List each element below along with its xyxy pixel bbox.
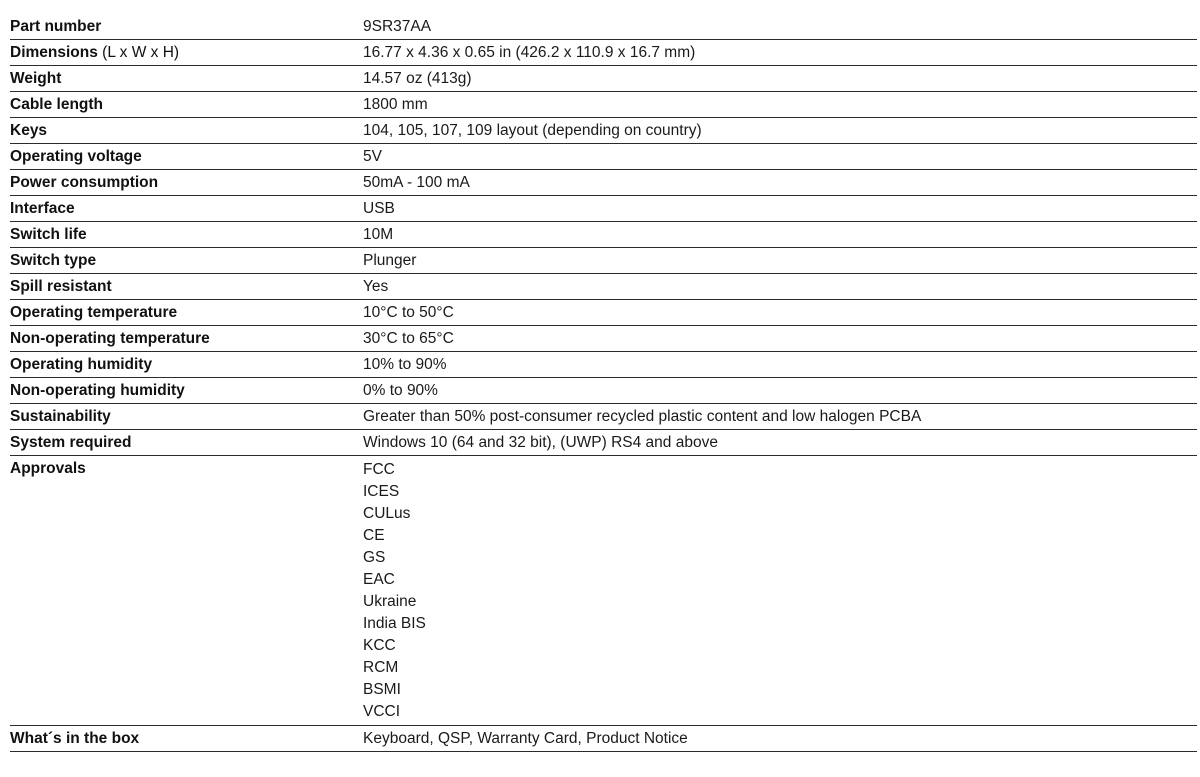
spec-value: USB: [363, 200, 395, 217]
approval-item: VCCI: [363, 703, 401, 720]
spec-value: 104, 105, 107, 109 layout (depending on country): [363, 122, 702, 139]
spec-label-text: Sustainability: [10, 408, 111, 425]
spec-row: [10, 222, 1197, 248]
spec-label-text: Power consumption: [10, 174, 159, 191]
spec-label: [10, 404, 363, 427]
approval-item: FCC: [363, 461, 395, 478]
approval-item: ICES: [363, 483, 400, 500]
spec-label: Approvals: [10, 460, 86, 477]
spec-row: [10, 326, 1197, 352]
approval-item: CULus: [363, 505, 411, 522]
spec-table: [10, 14, 1197, 752]
approval-item: CE: [363, 527, 385, 544]
approval-item: BSMI: [363, 681, 401, 698]
spec-label-text: Spill resistant: [10, 278, 112, 295]
spec-label: What´s in the box: [10, 730, 140, 747]
spec-label-text: System required: [10, 434, 132, 451]
spec-row: [10, 300, 1197, 326]
spec-label-text: Switch type: [10, 252, 97, 269]
spec-label: [10, 66, 363, 89]
spec-label: [10, 248, 363, 271]
spec-label: [10, 378, 363, 401]
spec-row-in-box: [10, 726, 1197, 752]
spec-value: Greater than 50% post-consumer recycled plastic content and low halogen PCBA: [363, 408, 922, 425]
spec-row: [10, 40, 1197, 66]
spec-row: [10, 92, 1197, 118]
spec-row: [10, 352, 1197, 378]
spec-value: Keyboard, QSP, Warranty Card, Product Notice: [363, 730, 688, 747]
spec-label-text: Operating humidity: [10, 356, 153, 373]
spec-label: [10, 196, 363, 219]
spec-value: 30°C to 65°C: [363, 330, 454, 347]
spec-value: Windows 10 (64 and 32 bit), (UWP) RS4 and above: [363, 434, 718, 451]
spec-row: [10, 196, 1197, 222]
approvals-list: [363, 456, 426, 723]
spec-value: 10M: [363, 226, 394, 243]
spec-label: [10, 326, 363, 349]
spec-label-text: Dimensions: [10, 44, 98, 61]
spec-label: [10, 118, 363, 141]
spec-label-text: Non-operating temperature: [10, 330, 210, 347]
spec-label: [10, 352, 363, 375]
spec-row-approvals: [10, 456, 1197, 726]
spec-label-text: Keys: [10, 122, 48, 139]
spec-label: [10, 40, 363, 63]
approval-item: India BIS: [363, 615, 426, 632]
spec-label-text: Operating voltage: [10, 148, 142, 165]
spec-row: [10, 118, 1197, 144]
spec-label-text: Part number: [10, 18, 102, 35]
spec-label: [10, 92, 363, 115]
spec-label-text: Cable length: [10, 96, 104, 113]
approval-item: Ukraine: [363, 593, 417, 610]
spec-row: [10, 404, 1197, 430]
spec-value: Plunger: [363, 252, 417, 269]
approval-item: GS: [363, 549, 386, 566]
spec-value: Yes: [363, 278, 389, 295]
spec-rows: [10, 14, 1197, 456]
spec-row: [10, 378, 1197, 404]
approval-item: KCC: [363, 637, 396, 654]
spec-label-suffix: (L x W x H): [97, 44, 180, 61]
spec-label-text: Operating temperature: [10, 304, 178, 321]
spec-row: [10, 66, 1197, 92]
spec-label: [10, 222, 363, 245]
spec-value: 16.77 x 4.36 x 0.65 in (426.2 x 110.9 x 16.7 mm): [363, 44, 696, 61]
spec-label: [10, 144, 363, 167]
spec-label-text: Switch life: [10, 226, 87, 243]
spec-row: [10, 430, 1197, 456]
spec-row: [10, 170, 1197, 196]
spec-value: 1800 mm: [363, 96, 428, 113]
spec-value: 10% to 90%: [363, 356, 447, 373]
spec-label-text: Non-operating humidity: [10, 382, 185, 399]
spec-row: [10, 14, 1197, 40]
spec-label: [10, 14, 363, 37]
approval-item: RCM: [363, 659, 399, 676]
spec-label: [10, 300, 363, 323]
spec-value: 0% to 90%: [363, 382, 438, 399]
spec-label: [10, 274, 363, 297]
spec-value: 9SR37AA: [363, 18, 432, 35]
approval-item: EAC: [363, 571, 395, 588]
spec-value: 5V: [363, 148, 382, 165]
spec-row: [10, 144, 1197, 170]
spec-value: 14.57 oz (413g): [363, 70, 472, 87]
spec-label-text: Interface: [10, 200, 75, 217]
spec-value: 50mA - 100 mA: [363, 174, 470, 191]
spec-label: [10, 430, 363, 453]
spec-label-text: Weight: [10, 70, 62, 87]
spec-row: [10, 248, 1197, 274]
spec-row: [10, 274, 1197, 300]
spec-label: [10, 170, 363, 193]
spec-value: 10°C to 50°C: [363, 304, 454, 321]
